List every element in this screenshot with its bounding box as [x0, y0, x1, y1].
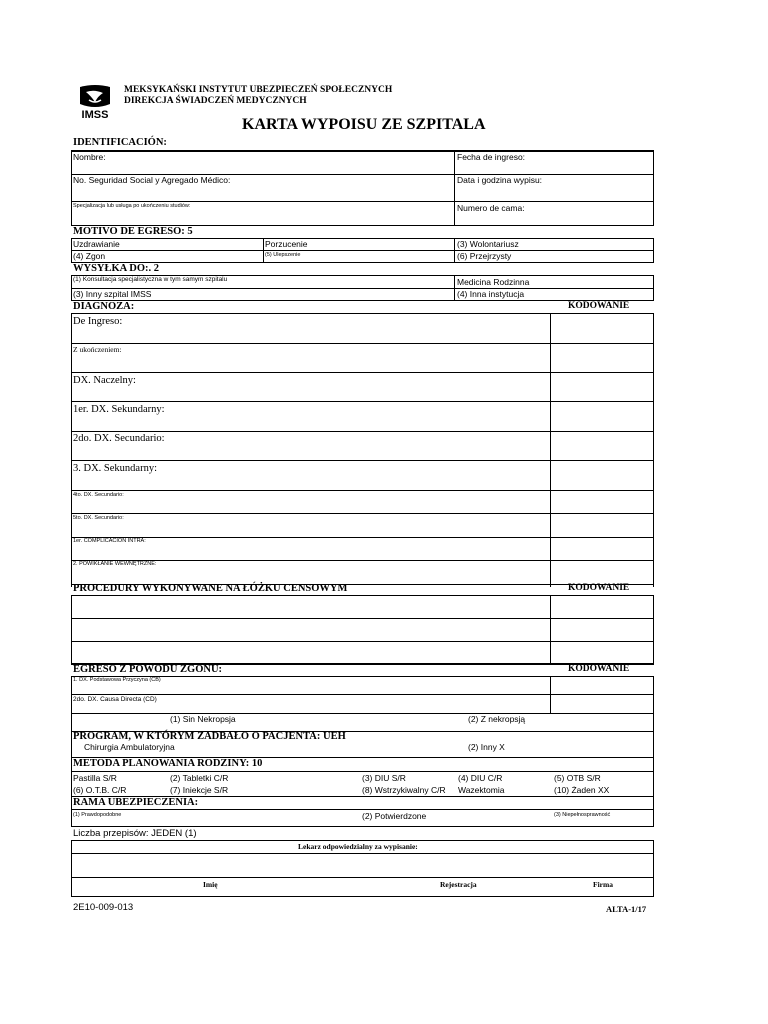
- option-confirmed[interactable]: (2) Potwierdzone: [362, 811, 427, 821]
- option-probable[interactable]: (1) Prawdopodobne: [73, 812, 122, 818]
- insurance-branch-heading: RAMA UBEZPIECZENIA:: [73, 797, 199, 808]
- option-abandonment[interactable]: Porzucenie: [265, 239, 308, 249]
- institute-name: MEKSYKAŃSKI INSTYTUT UBEZPIECZEŃ SPOŁECZNYCH: [124, 85, 393, 95]
- bed-number-field[interactable]: Numero de cama:: [457, 203, 525, 213]
- option-none[interactable]: (10) Żaden XX: [554, 785, 610, 795]
- referral-heading: WYSYŁKA DO:. 2: [73, 263, 160, 274]
- option-pill-sr[interactable]: Pastilla S/R: [73, 773, 117, 783]
- option-injections-sr[interactable]: (7) Iniekcje S/R: [170, 785, 229, 795]
- option-other-program[interactable]: (2) Inny X: [468, 742, 505, 752]
- option-transparent[interactable]: (6) Przejrzysty: [457, 251, 512, 261]
- physician-registration-label: Rejestracja: [440, 880, 477, 889]
- option-other-hospital[interactable]: (3) Inny szpital IMSS: [73, 289, 152, 299]
- physician-name-label: Imię: [203, 880, 218, 889]
- directorate-name: DIREKCJA ŚWIADCZEŃ MEDYCZNYCH: [124, 96, 307, 106]
- option-diu-sr[interactable]: (3) DIU S/R: [362, 773, 406, 783]
- complication-2-field[interactable]: 2. POWIKŁANIE WEWNĘTRZNE:: [73, 561, 157, 567]
- option-ambulatory-surgery[interactable]: Chirurgia Ambulatoryjna: [84, 742, 175, 752]
- option-family-medicine[interactable]: Medicina Rodzinna: [457, 277, 530, 287]
- discharge-datetime-field[interactable]: Data i godzina wypisu:: [457, 175, 543, 185]
- imss-logo: [76, 84, 114, 120]
- page-title: KARTA WYPOISU ZE SZPITALA: [242, 116, 486, 133]
- main-diagnosis-field[interactable]: DX. Naczelny:: [73, 375, 136, 386]
- option-recovery[interactable]: Uzdrawianie: [73, 239, 120, 249]
- family-planning-heading: METODA PLANOWANIA RODZINY: 10: [73, 758, 263, 769]
- option-otb-cr[interactable]: (6) O.T.B. C/R: [73, 785, 127, 795]
- death-discharge-heading: EGRESO Z POWODU ZGONU:: [73, 664, 223, 675]
- admission-diagnosis-field[interactable]: De Ingreso:: [73, 316, 123, 327]
- physician-signature-label: Firma: [593, 880, 613, 889]
- death-coding-heading: KODOWANIE: [568, 664, 630, 674]
- diagnosis-heading: DIAGNOZA:: [73, 301, 135, 312]
- secondary-diagnosis-3-field[interactable]: 3. DX. Sekundarny:: [73, 463, 157, 474]
- complication-1-field[interactable]: 1er. COMPLICACION INTRA:: [73, 538, 146, 544]
- option-with-necropsy[interactable]: (2) Z nekropsją: [468, 714, 526, 724]
- option-disability[interactable]: (3) Niepełnosprawność: [554, 812, 611, 818]
- svg-text:IMSS: IMSS: [81, 109, 109, 120]
- option-specialist-consult[interactable]: (1) Konsultacja specjalistyczna w tym samym szpitalu: [73, 276, 228, 283]
- secondary-diagnosis-5-field[interactable]: 5to. DX. Secundario:: [73, 515, 124, 521]
- physician-heading: Lekarz odpowiedzialny za wypisanie:: [298, 842, 418, 851]
- form-version: ALTA-1/17: [606, 904, 647, 914]
- identification-heading: IDENTIFICACIÓN:: [73, 137, 167, 148]
- diagnosis-coding-heading: KODOWANIE: [568, 301, 630, 311]
- divider: [71, 150, 654, 152]
- admission-date-field[interactable]: Fecha de ingreso:: [457, 152, 526, 162]
- discharge-reason-heading: MOTIVO DE EGRESO: 5: [73, 226, 193, 237]
- option-improvement[interactable]: (5) Ulepszenie: [265, 252, 301, 258]
- procedures-coding-heading: KODOWANIE: [568, 583, 630, 593]
- form-code: 2E10-009-013: [73, 902, 134, 913]
- procedures-heading: PROCEDURY WYKONYWANE NA ŁÓŻKU CENSOWYM: [73, 583, 348, 594]
- secondary-diagnosis-4-field[interactable]: 4to. DX. Secundario:: [73, 492, 124, 498]
- nombre-field[interactable]: Nombre:: [73, 152, 106, 162]
- completion-diagnosis-field[interactable]: Z ukończeniem:: [73, 345, 122, 354]
- social-security-field[interactable]: No. Seguridad Social y Agregado Médico:: [73, 175, 231, 185]
- secondary-diagnosis-1-field[interactable]: 1er. DX. Sekundarny:: [73, 404, 165, 415]
- option-no-necropsy[interactable]: (1) Sin Nekropsja: [170, 714, 236, 724]
- option-otb-sr[interactable]: (5) OTB S/R: [554, 773, 601, 783]
- option-vasectomy[interactable]: Wazektomia: [458, 785, 505, 795]
- option-injectable-cr[interactable]: (8) Wstrzykiwalny C/R: [362, 785, 446, 795]
- eagle-emblem-icon: [76, 84, 114, 120]
- program-heading: PROGRAM, W KTÓRYM ZADBAŁO O PACJENTA: UEH: [73, 731, 346, 742]
- option-voluntary[interactable]: (3) Wolontariusz: [457, 239, 519, 249]
- specialization-field[interactable]: Specjalizacja lub usługa po ukończeniu studiów:: [73, 203, 191, 209]
- option-tablets-cr[interactable]: (2) Tabletki C/R: [170, 773, 229, 783]
- option-diu-cr[interactable]: (4) DIU C/R: [458, 773, 503, 783]
- option-other-institution[interactable]: (4) Inna instytucja: [457, 289, 525, 299]
- direct-cause-field[interactable]: 2do. DX. Causa Directa (CD): [73, 696, 157, 703]
- prescriptions-count: Liczba przepisów: JEDEN (1): [73, 828, 197, 839]
- option-death[interactable]: (4) Zgon: [73, 251, 106, 261]
- secondary-diagnosis-2-field[interactable]: 2do. DX. Secundario:: [73, 433, 165, 444]
- basic-cause-field[interactable]: 1. DX. Podstawowa Przyczyna (CB): [73, 677, 161, 683]
